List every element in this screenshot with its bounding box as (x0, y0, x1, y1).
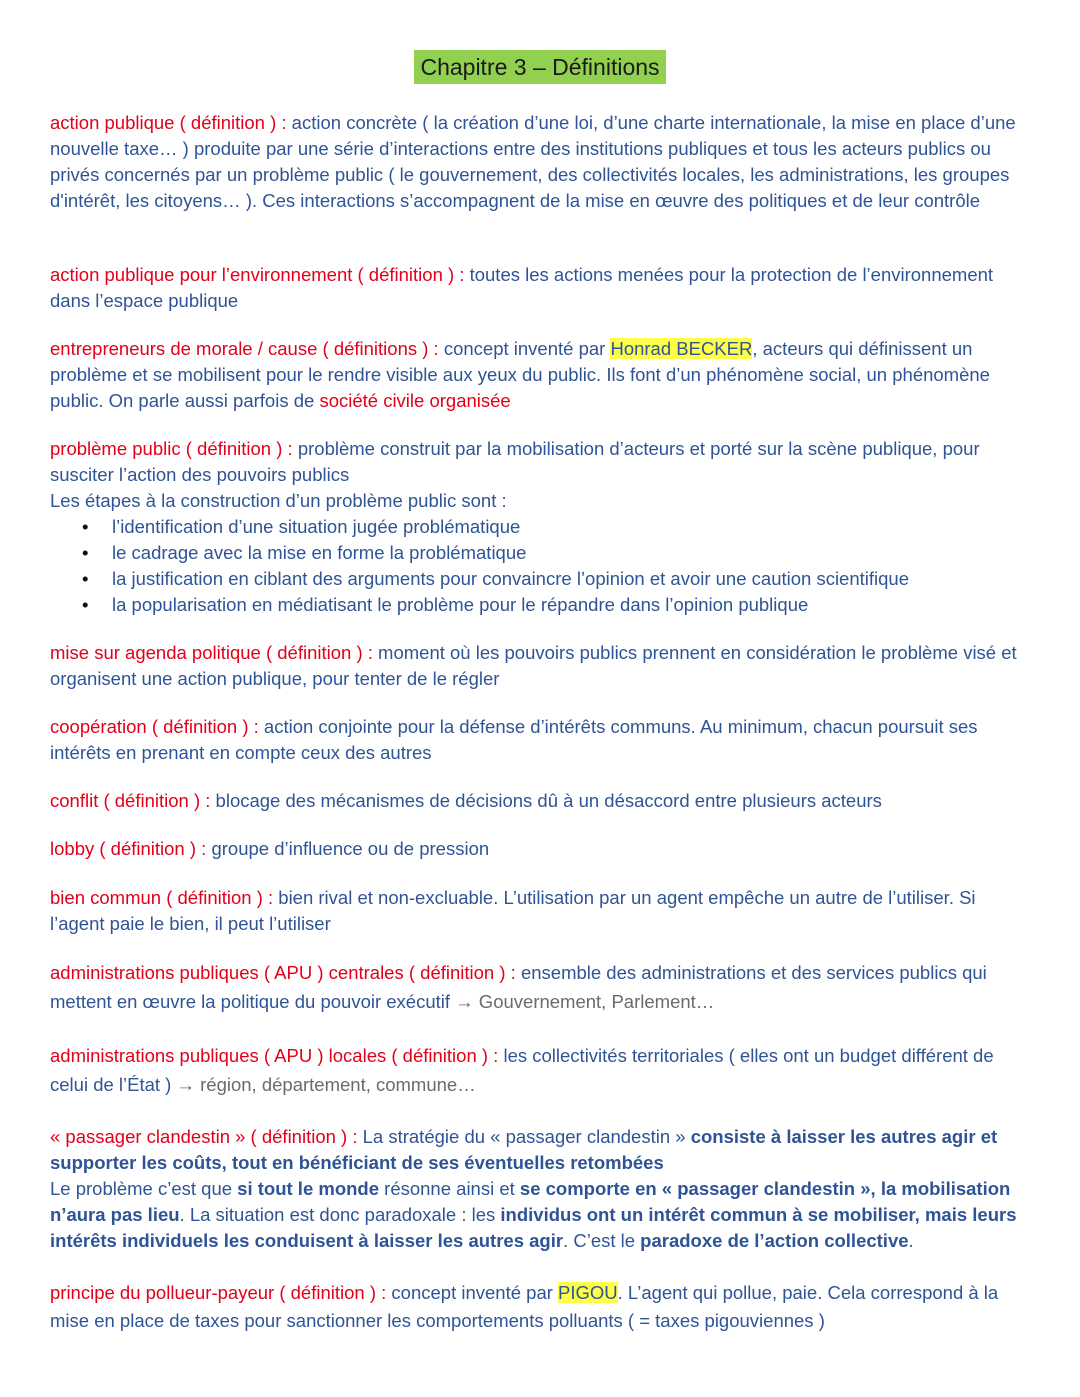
definition-mise-sur-agenda (50, 640, 1035, 692)
definition-action-publique (50, 110, 1035, 214)
list-item: • le cadrage avec la mise en forme la problématique (112, 540, 1035, 566)
bold-text: paradoxe de l’action collective (640, 1230, 909, 1251)
definition-text: problème construit par la mobilisation d’acteurs et porté sur la scène publique, pour susciter l’action des pouvoirs publics (50, 438, 980, 485)
term: action publique pour l’environnement ( définition ) : (50, 264, 465, 285)
term: mise sur agenda politique ( définition ) : (50, 642, 373, 663)
definition-text: concept inventé par (438, 338, 611, 359)
definition-text: les collectivités territoriales ( elles ont un budget différent de celui de l’État ) (50, 1045, 994, 1095)
definition-passager-clandestin (50, 1124, 1035, 1254)
text: Le problème c’est que (50, 1178, 238, 1199)
term: « passager clandestin » ( définition ) : (50, 1126, 358, 1147)
term: entrepreneurs de morale / cause ( définitions ) : (50, 338, 439, 359)
definition-text: concept inventé par (386, 1282, 559, 1303)
definition-text-cont: , acteurs qui définissent un problème et se mobilisent pour le rendre visible aux yeux du public. Ils font d’un phénomène social, un phénomène public. On parle aussi parfois de (50, 338, 990, 411)
definition-lobby (50, 836, 1035, 862)
bold-text: consiste à laisser les autres agir et supporter les coûts, tout en bénéficiant de ses éventuelles retombées (50, 1126, 998, 1173)
definition-text: blocage des mécanismes de décisions dû à un désaccord entre plusieurs acteurs (210, 790, 882, 811)
text: . (908, 1230, 914, 1251)
list-item: • la popularisation en médiatisant le problème pour le répandre dans l’opinion publique (112, 592, 1035, 618)
term: action publique ( définition ) : (50, 112, 287, 133)
definition-cooperation (50, 714, 1035, 766)
term: bien commun ( définition ) : (50, 887, 274, 908)
bold-text: individus ont un intérêt commun à se mobiliser, mais leurs intérêts individuels les conduisent à laisser les autres agir (50, 1204, 1017, 1251)
definition-text: bien rival et non-excluable. L’utilisation par un agent empêche un autre de l’utiliser. Si l’agent paie le bien, il peut l’utiliser (50, 887, 976, 934)
term: principe du pollueur-payeur ( définition ) : (50, 1282, 387, 1303)
red-term: société civile organisée (319, 390, 511, 411)
list-item: • la justification en ciblant des arguments pour convaincre l’opinion et avoir une caution scientifique (112, 566, 1035, 592)
term: lobby ( définition ) : (50, 838, 207, 859)
term: administrations publiques ( APU ) locales ( définition ) : (50, 1045, 499, 1066)
highlighted-name: Honrad BECKER (610, 338, 753, 359)
definition-text: moment où les pouvoirs publics prennent en considération le problème visé et organisent une action publique, pour tenter de le régler (50, 642, 1017, 689)
examples: → région, département, commune… (176, 1074, 476, 1095)
bold-text: se comporte en « passager clandestin », la mobilisation n’aura pas lieu (50, 1178, 1011, 1225)
term: coopération ( définition ) : (50, 716, 259, 737)
definition-text: toutes les actions menées pour la protection de l’environnement dans l’espace publique (50, 264, 994, 311)
definition-pollueur-payeur (50, 1279, 1035, 1335)
highlighted-name: PIGOU (558, 1282, 618, 1303)
definition-apu-locales (50, 1041, 1035, 1099)
steps-intro: Les étapes à la construction d’un problème public sont : (50, 490, 507, 511)
definition-conflit (50, 788, 1035, 814)
definition-bien-commun (50, 885, 1035, 937)
text: . La situation est donc paradoxale : les (179, 1204, 501, 1225)
definition-text: action conjointe pour la défense d’intérêts communs. Au minimum, chacun poursuit ses intérêts en prenant en compte ceux des autres (50, 716, 978, 763)
definition-text: groupe d’influence ou de pression (206, 838, 490, 859)
definition-text-cont: . L’agent qui pollue, paie. Cela correspond à la mise en place de taxes pour sanctionner les comportements polluants ( = taxes pigouviennes ) (50, 1282, 999, 1331)
list-item: • l’identification d’une situation jugée problématique (112, 514, 1035, 540)
definition-apu-centrales (50, 958, 1035, 1016)
steps-list (50, 514, 1035, 618)
definition-text: action concrète ( la création d’une loi, d’une charte internationale, la mise en place d’une nouvelle taxe… ) produite par une série d’interactions entre des institutions publiques et tous les acteurs publics ou privés concernés par un problème public ( le gouvernement, des collectivités locales, les administrations, les groupes d'intérêt, les citoyens… ). Ces interactions s’accompagnent de la mise en œuvre des politiques et de leur contrôle (50, 112, 1016, 211)
paragraph (50, 1176, 1035, 1254)
definition-text: ensemble des administrations et des services publics qui mettent en œuvre la politique du pouvoir exécutif (50, 962, 987, 1012)
term: problème public ( définition ) : (50, 438, 293, 459)
term: conflit ( définition ) : (50, 790, 211, 811)
title-container (0, 50, 1080, 84)
definition-action-publique-environnement (50, 262, 1035, 314)
text: . C’est le (563, 1230, 641, 1251)
page-title: Chapitre 3 – Définitions (414, 50, 665, 84)
bold-text: si tout le monde (237, 1178, 380, 1199)
definition-text: La stratégie du « passager clandestin » (357, 1126, 691, 1147)
definition-entrepreneurs-de-morale (50, 336, 1035, 414)
examples: → Gouvernement, Parlement… (455, 991, 715, 1012)
term: administrations publiques ( APU ) centrales ( définition ) : (50, 962, 516, 983)
definition-probleme-public (50, 436, 1035, 618)
text: résonne ainsi et (379, 1178, 520, 1199)
